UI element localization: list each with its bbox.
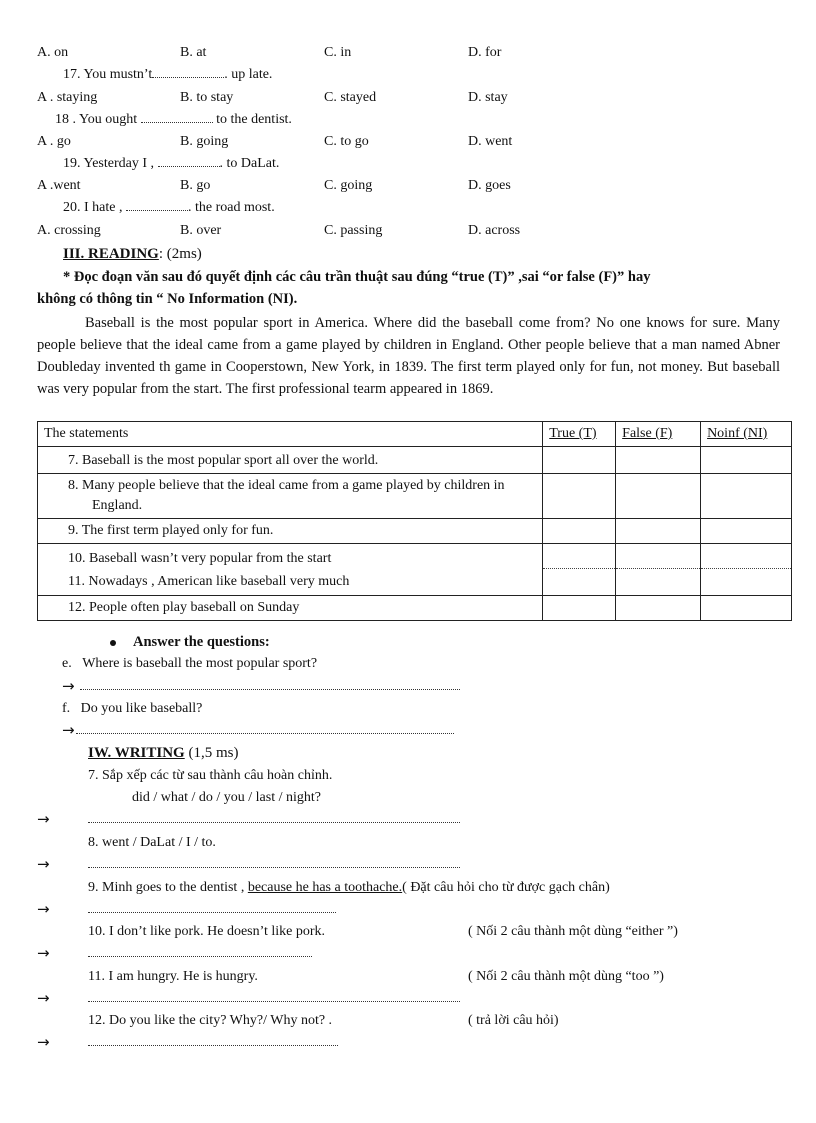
option: A . go: [37, 134, 71, 149]
arrow-icon: →: [37, 855, 50, 873]
writing-q7-words: did / what / do / you / last / night?: [132, 790, 321, 805]
option: C. to go: [324, 134, 369, 149]
answer-cell[interactable]: [543, 519, 616, 544]
writing-q11-note: ( Nối 2 câu thành một dùng “too ”): [468, 969, 664, 984]
arrow-icon: →: [37, 900, 50, 918]
option: B. at: [180, 45, 207, 60]
table-row: [38, 519, 792, 544]
option: D. stay: [468, 90, 508, 105]
writing-q12-note: ( trả lời câu hỏi): [468, 1013, 559, 1028]
option: D. goes: [468, 178, 511, 193]
table-header-row: [38, 422, 792, 447]
arrow-icon: →: [62, 721, 75, 739]
option: A. crossing: [37, 223, 101, 238]
table-row: [38, 447, 792, 474]
table-row: [38, 474, 792, 519]
question-18: 18 . You ought to the dentist.: [55, 112, 292, 127]
answer-line[interactable]: [88, 857, 460, 868]
answer-cell[interactable]: [701, 544, 792, 596]
writing-q12: 12. Do you like the city? Why?/ Why not? .: [88, 1013, 333, 1028]
arrow-icon: →: [37, 1033, 50, 1051]
arrow-icon: →: [37, 989, 50, 1007]
reading-passage: Baseball is the most popular sport in America. Where did the baseball come from? No one knows for sure. Many people believe that the ideal came from a game played by children in England. Other people believe that a man named Abner Doubleday invented th game in Cooperstown, New York, in 1839. The first term played only for fun, not money. But baseball was very popular from the start. The first professional tearm appeared in 1869.: [37, 315, 780, 397]
statements-table: [37, 421, 792, 621]
answer-cell[interactable]: [616, 544, 701, 596]
writing-heading: IW. WRITING (1,5 ms): [88, 745, 239, 761]
answer-cell[interactable]: [543, 474, 616, 519]
answer-line[interactable]: [88, 991, 460, 1002]
answer-cell[interactable]: [701, 474, 792, 519]
statement-7: 7. Baseball is the most popular sport all over the world.: [38, 447, 543, 474]
header-false: False (F): [616, 422, 701, 447]
option: C. passing: [324, 223, 383, 238]
option: A. on: [37, 45, 69, 60]
reading-instruction-2: không có thông tin “ No Information (NI).: [37, 291, 298, 307]
reading-instruction: * Đọc đoạn văn sau đó quyết định các câu trần thuật sau đúng “true (T)” ,sai “or false (F)” hay: [63, 269, 651, 285]
statement-10-11: [38, 544, 543, 596]
writing-q9: 9. Minh goes to the dentist , because he has a toothache.( Đặt câu hỏi cho từ được gạch chân): [88, 880, 610, 895]
option: C. in: [324, 45, 352, 60]
answer-cell[interactable]: [543, 544, 616, 596]
writing-q8: 8. went / DaLat / I / to.: [88, 835, 216, 850]
answer-line[interactable]: [76, 723, 454, 734]
answer-cell[interactable]: [701, 519, 792, 544]
answer-cell[interactable]: [701, 596, 792, 621]
option: A . staying: [37, 90, 98, 105]
header-noinf: Noinf (NI): [701, 422, 792, 447]
option: D. across: [468, 223, 521, 238]
question-20: 20. I hate , . the road most.: [63, 200, 275, 215]
option: D. for: [468, 45, 502, 60]
writing-q11: 11. I am hungry. He is hungry.: [88, 969, 258, 984]
question-17: 17. You mustn’t . up late.: [63, 67, 273, 82]
header-true: True (T): [543, 422, 616, 447]
statement-12: 12. People often play baseball on Sunday: [38, 596, 543, 621]
header-statements: The statements: [38, 422, 543, 447]
table-row: [38, 544, 792, 596]
arrow-icon: →: [37, 944, 50, 962]
reading-heading: III. READING: (2ms): [63, 246, 202, 262]
answer-line[interactable]: [88, 1035, 338, 1046]
answer-cell[interactable]: [616, 596, 701, 621]
answer-cell[interactable]: [543, 447, 616, 474]
option: B. to stay: [180, 90, 234, 105]
option: B. going: [180, 134, 229, 149]
answer-line[interactable]: [88, 902, 336, 913]
question-f: f. Do you like baseball?: [62, 701, 203, 716]
question-e: e. Where is baseball the most popular sport?: [62, 656, 318, 671]
answer-cell[interactable]: [616, 447, 701, 474]
option: A .went: [37, 178, 81, 193]
option: B. over: [180, 223, 222, 238]
answer-line[interactable]: [88, 946, 312, 957]
bullet-icon: [110, 640, 116, 646]
table-row: [38, 596, 792, 621]
answer-cell[interactable]: [616, 519, 701, 544]
option: B. go: [180, 178, 211, 193]
answer-cell[interactable]: [616, 474, 701, 519]
option: D. went: [468, 134, 513, 149]
answer-line[interactable]: [88, 812, 460, 823]
writing-q10: 10. I don’t like pork. He doesn’t like pork.: [88, 924, 326, 939]
answer-heading: Answer the questions:: [133, 634, 270, 650]
statement-11: 11. Nowadays , American like baseball very much: [68, 574, 350, 589]
statement-8: 8. Many people believe that the ideal came from a game played by children in England.: [38, 474, 543, 519]
answer-cell[interactable]: [701, 447, 792, 474]
option: C. going: [324, 178, 373, 193]
arrow-icon: →: [37, 810, 50, 828]
statement-10: 10. Baseball wasn’t very popular from the start: [68, 551, 332, 566]
arrow-icon: →: [62, 677, 75, 695]
answer-cell[interactable]: [543, 596, 616, 621]
question-19: 19. Yesterday I , . to DaLat.: [63, 156, 280, 171]
writing-q7: 7. Sắp xếp các từ sau thành câu hoàn chỉnh.: [88, 768, 333, 783]
statement-9: 9. The first term played only for fun.: [38, 519, 543, 544]
option: C. stayed: [324, 90, 377, 105]
writing-q10-note: ( Nối 2 câu thành một dùng “either ”): [468, 924, 678, 939]
answer-line[interactable]: [80, 679, 460, 690]
